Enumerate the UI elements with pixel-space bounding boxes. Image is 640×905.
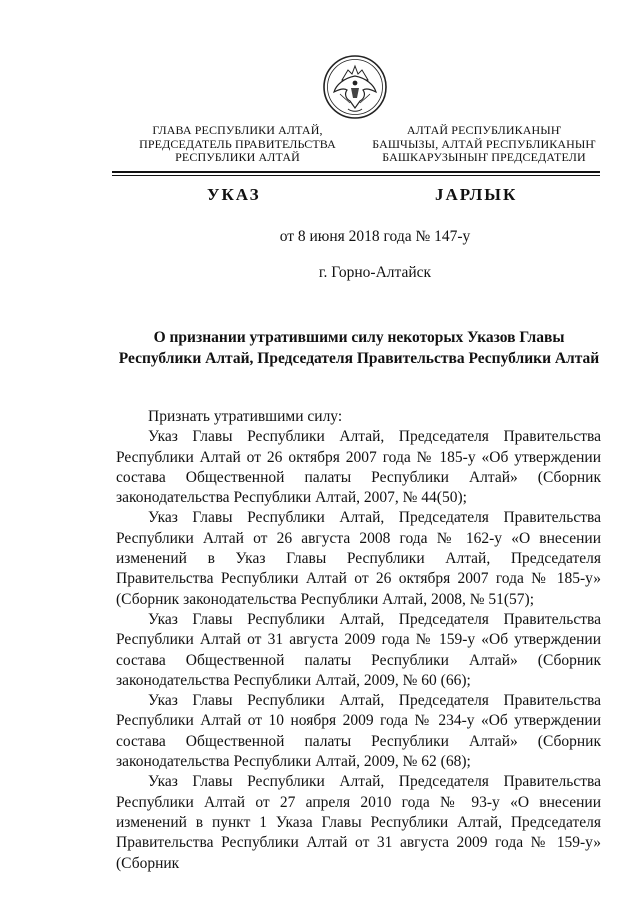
body-intro: Признать утратившими силу: — [148, 408, 343, 425]
body-paragraph: Указ Главы Республики Алтай, Председателя Правительства Республики Алтай от 10 ноября 2009 года № 234-у «Об утверждении состава Общественной палаты Республики Алтай» (Сборник законодательства Республики Алтай, 2009, № 62 (68); — [116, 692, 601, 771]
decree-city: г. Горно-Алтайск — [318, 264, 432, 281]
decree-title-altai: JАРЛЫК — [435, 185, 518, 204]
decree-heading: О признании утратившими силу некоторых Указов Главы Республики Алтай, Председателя Правительства Республики Алтай — [118, 329, 600, 367]
header-left-block — [120, 124, 355, 165]
decree-date-number: от 8 июня 2018 года № 147-у — [279, 228, 471, 245]
header-right-line: АЛТАЙ РЕСПУБЛИКАНЫҤ — [406, 123, 562, 137]
header-divider-thick — [112, 171, 600, 173]
body-paragraph: Указ Главы Республики Алтай, Председателя Правительства Республики Алтай от 26 августа 2008 года № 162-у «О внесении изменений в Указ Главы Республики Алтай, Председателя Правительства Республики Алтай от 26 октября 2007 года № 185-у» (Сборник законодательства Республики Алтай, 2008, № 51(57); — [116, 509, 601, 608]
header-right-block — [354, 124, 614, 165]
republic-altai-emblem-icon — [322, 52, 388, 122]
decree-title-russian: УКАЗ — [207, 185, 261, 204]
body-paragraph: Указ Главы Республики Алтай, Председателя Правительства Республики Алтай от 27 апреля 2010 года № 93-у «О внесении изменений в пункт 1 Указа Главы Республики Алтай, Председателя Правительства Республики Алтай от 31 августа 2009 года № 159-у» (Сборник — [116, 773, 601, 872]
body-paragraph: Указ Главы Республики Алтай, Председателя Правительства Республики Алтай от 31 августа 2009 года № 159-у «Об утверждении состава Общественной палаты Республики Алтай» (Сборник законодательства Республики Алтай, 2009, № 60 (66); — [116, 610, 601, 689]
header-left-line: ПРЕДСЕДАТЕЛЬ ПРАВИТЕЛЬСТВА — [139, 136, 336, 151]
body-paragraph: Указ Главы Республики Алтай, Председателя Правительства Республики Алтай от 26 октября 2007 года № 185-у «Об утверждении состава Общественной палаты Республики Алтай» (Сборник законодательства Республики Алтай, 2007, № 44(50); — [116, 428, 601, 507]
decree-body — [116, 407, 601, 874]
header-left-line: РЕСПУБЛИКИ АЛТАЙ — [175, 150, 300, 164]
header-divider-thin — [112, 175, 600, 176]
header-left-line: ГЛАВА РЕСПУБЛИКИ АЛТАЙ, — [152, 123, 323, 137]
header-right-line: БАШЧЫЗЫ, АЛТАЙ РЕСПУБЛИКАНЫҤ — [372, 136, 596, 151]
header-right-line: БАШКАРУЗЫНЫҤ ПРЕДСЕДАТЕЛИ — [382, 150, 586, 164]
